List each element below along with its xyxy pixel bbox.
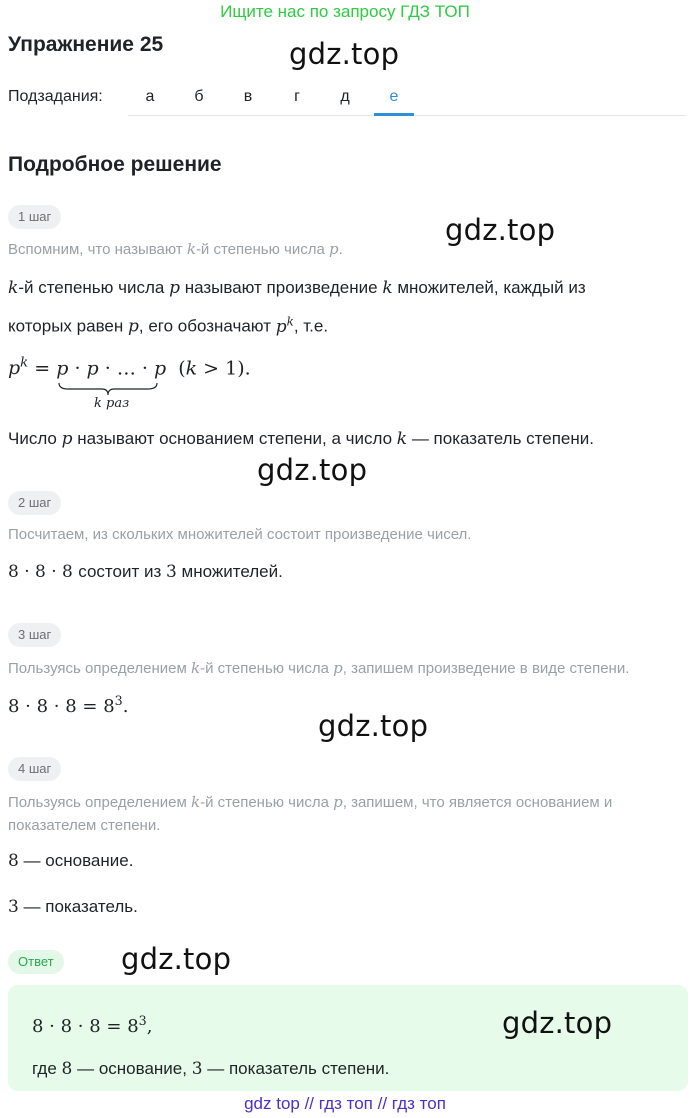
step-3-formula: $8 \cdot 8 \cdot 8 = 8^3$. <box>8 693 129 717</box>
tab-a[interactable]: а <box>145 88 155 105</box>
underbrace-icon <box>58 382 158 396</box>
step-3-hint: Пользуясь определением k-й степенью числа p, запишем произведение в виде степени. <box>8 659 630 677</box>
step-1-line-2: которых равен p, его обозначают $p^k$, т.е. <box>8 314 329 337</box>
step-4-badge: 4 шаг <box>8 757 61 781</box>
watermark: gdz.top <box>289 37 400 71</box>
step-4-base: 8 — основание. <box>8 851 134 871</box>
subtasks-label: Подзадания: <box>8 88 103 105</box>
watermark: gdz.top <box>502 1006 613 1040</box>
step-4-hint-cont: показателем степени. <box>8 817 161 834</box>
step-3-badge: 3 шаг <box>8 623 61 647</box>
step-2-hint: Посчитаем, из скольких множителей состоит произведение чисел. <box>8 526 472 543</box>
answer-text: где 8 — основание, 3 — показатель степени. <box>32 1059 390 1079</box>
tab-d[interactable]: д <box>340 88 350 105</box>
watermark: gdz.top <box>257 453 368 487</box>
footer-links[interactable]: gdz top // гдз топ // гдз топ <box>244 1094 446 1113</box>
watermark: gdz.top <box>121 942 232 976</box>
step-1-line-3: Число p называют основанием степени, а число k — показатель степени. <box>8 429 594 449</box>
page-title: Упражнение 25 <box>8 33 164 56</box>
step-2-result: 8 · 8 · 8 состоит из 3 множителей. <box>8 562 283 582</box>
step-1-line-1: k-й степенью числа p называют произведение k множителей, каждый из <box>8 278 586 298</box>
watermark: gdz.top <box>445 213 556 247</box>
step-1-badge: 1 шаг <box>8 205 61 229</box>
watermark: gdz.top <box>318 709 429 743</box>
answer-formula: $8 \cdot 8 \cdot 8 = 8^3$, <box>32 1013 153 1037</box>
section-title: Подробное решение <box>8 153 222 176</box>
underbrace-label: k раз <box>94 396 130 411</box>
active-tab-indicator <box>374 113 414 116</box>
tab-g[interactable]: г <box>294 88 300 105</box>
tab-v[interactable]: в <box>243 88 253 105</box>
answer-badge: Ответ <box>8 950 64 974</box>
tab-b[interactable]: б <box>194 88 204 105</box>
top-banner: Ищите нас по запросу ГДЗ ТОП <box>220 2 470 21</box>
step-4-hint: Пользуясь определением k-й степенью числа p, запишем, что является основанием и <box>8 793 613 811</box>
step-1-hint: Вспомним, что называют k-й степенью числа p. <box>8 240 343 258</box>
power-definition-formula: $p^k = p \cdot p$ · … · p (k > 1). <box>8 356 251 380</box>
step-2-badge: 2 шаг <box>8 491 61 515</box>
tab-e[interactable]: е <box>389 88 399 105</box>
step-4-exponent: 3 — показатель. <box>8 897 138 917</box>
